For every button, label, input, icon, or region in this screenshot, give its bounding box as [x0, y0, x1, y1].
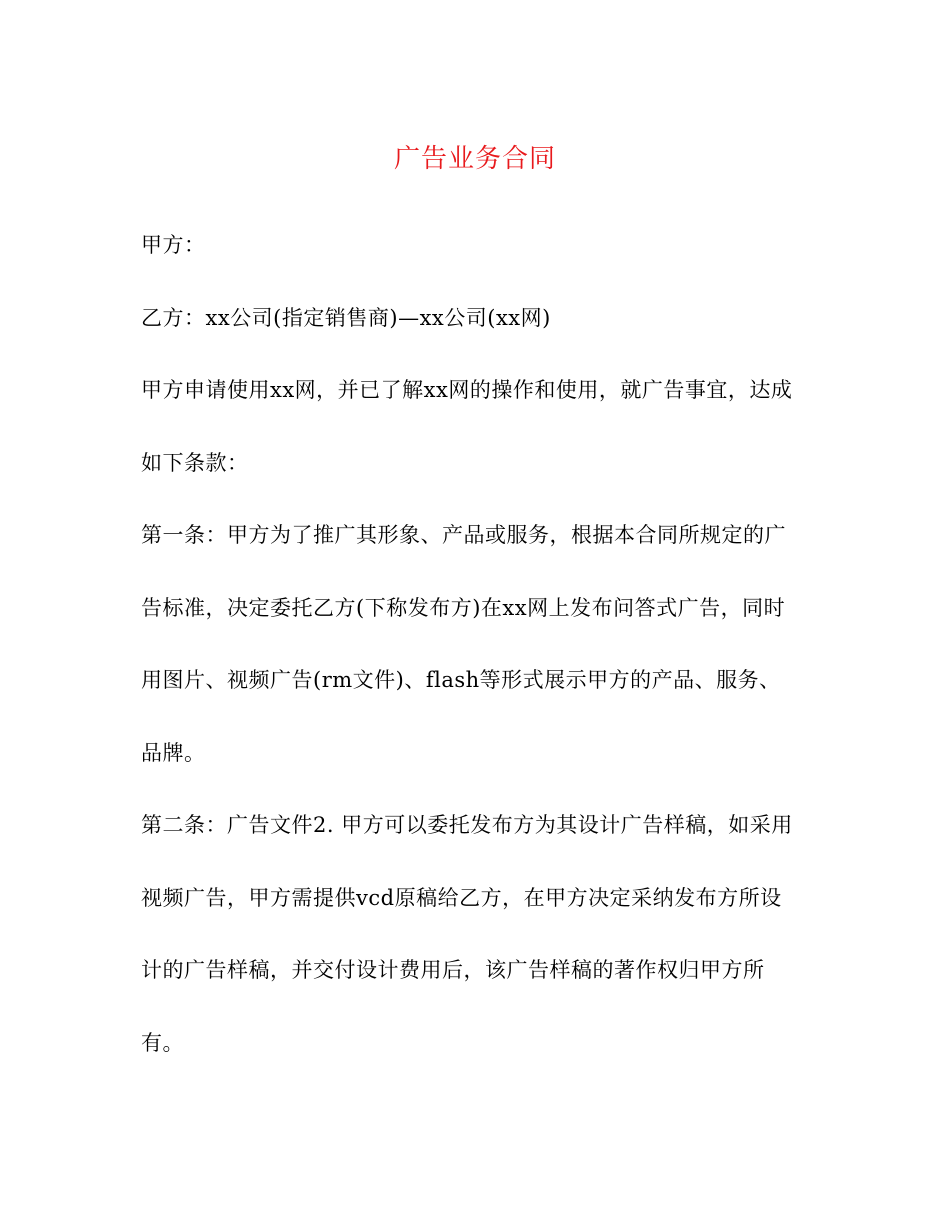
article-1-line-1: 第一条：甲方为了推广其形象、产品或服务，根据本合同所规定的广 — [141, 523, 786, 547]
article-2-line-1: 第二条：广告文件2. 甲方可以委托发布方为其设计广告样稿，如采用 — [141, 813, 793, 837]
article-2-line-2: 视频广告，甲方需提供vcd原稿给乙方，在甲方决定采纳发布方所设 — [141, 886, 782, 910]
party-b-line: 乙方：xx公司(指定销售商)—xx公司(xx网) — [141, 306, 551, 330]
article-2-line-4: 有。 — [141, 1031, 184, 1055]
intro-line-1: 甲方申请使用xx网，并已了解xx网的操作和使用，就广告事宜，达成 — [141, 378, 793, 402]
intro-line-2: 如下条款： — [141, 451, 249, 475]
article-2-line-3: 计的广告样稿，并交付设计费用后，该广告样稿的著作权归甲方所 — [141, 958, 765, 982]
article-1-line-3: 用图片、视频广告(rm文件)、flash等形式展示甲方的产品、服务、 — [141, 668, 781, 692]
document-title: 广告业务合同 — [393, 144, 556, 174]
article-1-line-4: 品牌。 — [141, 741, 206, 765]
article-1-line-2: 告标准，决定委托乙方(下称发布方)在xx网上发布问答式广告，同时 — [141, 596, 786, 620]
party-a-line: 甲方： — [141, 233, 206, 257]
